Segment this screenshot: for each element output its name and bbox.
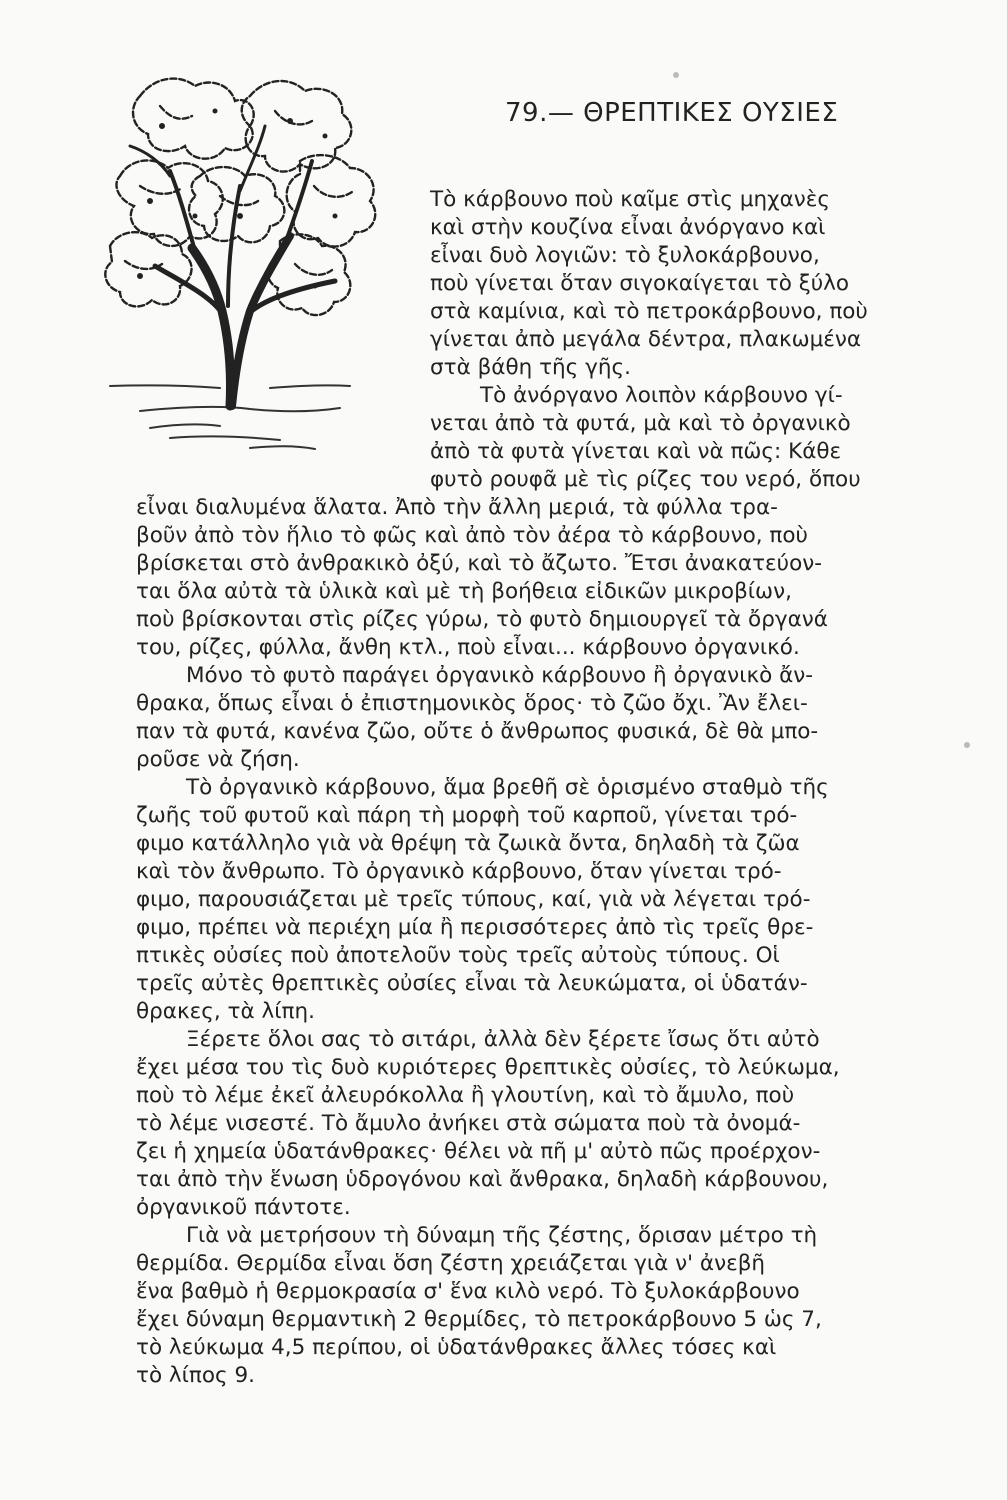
body-text-line: Ξέρετε ὅλοι σας τὸ σιτάρι, ἀλλὰ δὲν ξέρετε ἴσως ὅτι αὐτὸ xyxy=(186,1027,820,1052)
body-text-line: Γιὰ νὰ μετρήσουν τὴ δύναμη τῆς ζέστης, ὅρισαν μέτρο τὴ xyxy=(186,1223,818,1248)
print-speck xyxy=(673,72,679,78)
body-text-line: τρεῖς αὐτὲς θρεπτικὲς οὐσίες εἶναι τὰ λευκώματα, οἱ ὑδατάν- xyxy=(136,971,808,996)
body-text-line: νεται ἀπὸ τὰ φυτά, μὰ καὶ τὸ ὀργανικὸ xyxy=(430,411,851,436)
body-text-line: Μόνο τὸ φυτὸ παράγει ὀργανικὸ κάρβουνο ἢ ὀργανικὸ ἄν- xyxy=(186,663,814,688)
body-text-line: στὰ καμίνια, καὶ τὸ πετροκάρβουνο, ποὺ xyxy=(430,299,868,324)
body-text-line: ποὺ γίνεται ὅταν σιγοκαίγεται τὸ ξύλο xyxy=(430,271,850,296)
body-text-line: στὰ βάθη τῆς γῆς. xyxy=(430,355,631,380)
body-text-line: βοῦν ἀπὸ τὸν ἥλιο τὸ φῶς καὶ ἀπὸ τὸν ἀέρα τὸ κάρβουνο, ποὺ xyxy=(136,523,808,548)
body-text-line: ἔχει δύναμη θερμαντικὴ 2 θερμίδες, τὸ πετροκάρβουνο 5 ὡς 7, xyxy=(136,1307,822,1332)
body-text-line: καὶ τὸν ἄνθρωπο. Τὸ ὀργανικὸ κάρβουνο, ὅταν γίνεται τρό- xyxy=(136,859,782,884)
body-text-line: φιμο, παρουσιάζεται μὲ τρεῖς τύπους, καί, γιὰ νὰ λέγεται τρό- xyxy=(136,887,811,912)
body-text-line: τὸ λέμε νισεστέ. Τὸ ἄμυλο ἀνήκει στὰ σώματα ποὺ τὰ ὀνομά- xyxy=(136,1111,801,1136)
body-text-line: εἶναι δυὸ λογιῶν: τὸ ξυλοκάρβουνο, xyxy=(430,243,820,268)
body-text-line: τὸ λεύκωμα 4,5 περίπου, οἱ ὑδατάνθρακες ἄλλες τόσες καὶ xyxy=(136,1335,777,1360)
body-text-line: ἕνα βαθμὸ ἡ θερμοκρασία σ' ἕνα κιλὸ νερό. Τὸ ξυλοκάρβουνο xyxy=(136,1279,800,1304)
body-text-line: ποὺ βρίσκονται στὶς ρίζες γύρω, τὸ φυτὸ δημιουργεῖ τὰ ὄργανά xyxy=(136,607,828,632)
section-title: 79.— ΘΡΕΠΤΙΚΕΣ ΟΥΣΙΕΣ xyxy=(505,98,839,128)
body-text-line: Τὸ ἀνόργανο λοιπὸν κάρβουνο γί- xyxy=(480,383,843,408)
body-text-line: ται ἀπὸ τὴν ἕνωση ὑδρογόνου καὶ ἄνθρακα, δηλαδὴ κάρβουνου, xyxy=(136,1167,829,1192)
tree-illustration xyxy=(100,66,400,466)
body-text-line: του, ρίζες, φύλλα, ἄνθη κτλ., ποὺ εἶναι... κάρβουνο ὀργανικό. xyxy=(136,635,800,660)
body-text-line: ται ὅλα αὐτὰ τὰ ὑλικὰ καὶ μὲ τὴ βοήθεια εἰδικῶν μικροβίων, xyxy=(136,579,792,604)
body-text-line: φυτὸ ρουφᾶ μὲ τὶς ρίζες του νερό, ὅπου xyxy=(430,467,861,492)
body-text-line: ζει ἡ χημεία ὑδατάνθρακες· θέλει νὰ πῆ μ' αὐτὸ πῶς προέρχον- xyxy=(136,1139,821,1164)
body-text-line: γίνεται ἀπὸ μεγάλα δέντρα, πλακωμένα xyxy=(430,327,862,352)
print-speck xyxy=(964,742,970,748)
body-text-line: καὶ στὴν κουζίνα εἶναι ἀνόργανο καὶ xyxy=(430,215,826,240)
body-text-line: ἔχει μέσα του τὶς δυὸ κυριότερες θρεπτικὲς οὐσίες, τὸ λεύκωμα, xyxy=(136,1055,840,1080)
body-text-line: ζωῆς τοῦ φυτοῦ καὶ πάρη τὴ μορφὴ τοῦ καρποῦ, γίνεται τρό- xyxy=(136,803,798,828)
body-text-line: βρίσκεται στὸ ἀνθρακικὸ ὀξύ, καὶ τὸ ἄζωτο. Ἔτσι ἀνακατεύον- xyxy=(136,551,823,576)
body-text-line: ἀπὸ τὰ φυτὰ γίνεται καὶ νὰ πῶς: Κάθε xyxy=(430,439,842,464)
body-text-line: φιμο κατάλληλο γιὰ νὰ θρέψη τὰ ζωικὰ ὄντα, δηλαδὴ τὰ ζῶα xyxy=(136,831,800,856)
body-text-line: παν τὰ φυτά, κανένα ζῶο, οὔτε ὁ ἄνθρωπος φυσικά, δὲ θὰ μπο- xyxy=(136,719,819,744)
body-text-line: Τὸ κάρβουνο ποὺ καῖμε στὶς μηχανὲς xyxy=(430,187,830,212)
body-text-line: εἶναι διαλυμένα ἅλατα. Ἀπὸ τὴν ἄλλη μεριά, τὰ φύλλα τρα- xyxy=(136,495,778,520)
body-text-line: θρακα, ὅπως εἶναι ὁ ἐπιστημονικὸς ὅρος· τὸ ζῶο ὄχι. Ἂν ἔλει- xyxy=(136,691,808,716)
body-text-line: τὸ λίπος 9. xyxy=(136,1363,255,1388)
body-text-line: πτικὲς οὐσίες ποὺ ἀποτελοῦν τοὺς τρεῖς αὐτοὺς τύπους. Οἱ xyxy=(136,943,780,968)
body-text-line: θερμίδα. Θερμίδα εἶναι ὅση ζέστη χρειάζεται γιὰ ν' ἀνεβῆ xyxy=(136,1251,766,1276)
body-text-line: ὀργανικοῦ πάντοτε. xyxy=(136,1195,351,1220)
body-text-line: ροῦσε νὰ ζήση. xyxy=(136,747,300,772)
body-text-line: Τὸ ὀργανικὸ κάρβουνο, ἅμα βρεθῆ σὲ ὁρισμένο σταθμὸ τῆς xyxy=(186,775,829,800)
body-text-line: θρακες, τὰ λίπη. xyxy=(136,999,315,1024)
body-text-line: ποὺ τὸ λέμε ἐκεῖ ἀλευρόκολλα ἢ γλουτίνη, καὶ τὸ ἄμυλο, ποὺ xyxy=(136,1083,795,1108)
body-text-line: φιμο, πρέπει νὰ περιέχη μία ἢ περισσότερες ἀπὸ τὶς τρεῖς θρε- xyxy=(136,915,814,940)
